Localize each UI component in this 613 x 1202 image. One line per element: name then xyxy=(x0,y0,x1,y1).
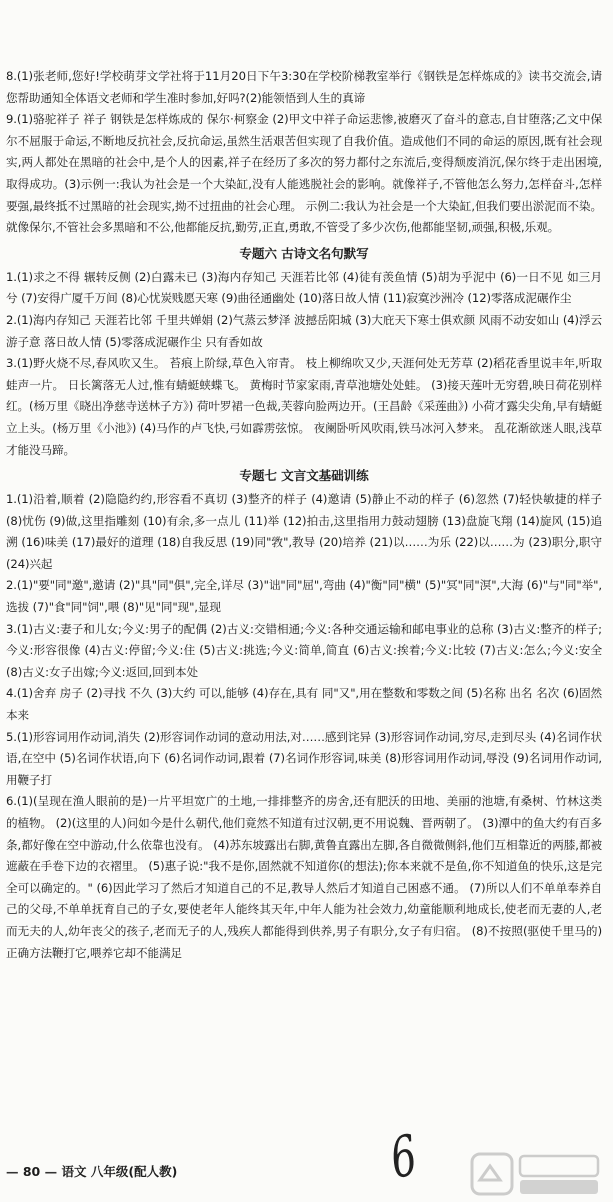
page-number: 80 xyxy=(22,1164,41,1179)
footer-dash: — xyxy=(44,1164,58,1179)
answer-item: 3.(1)野火烧不尽,春风吹又生。 苔痕上阶绿,草色入帘青。 枝上柳绵吹又少,天涯何处无芳草 (2)稻花香里说丰年,听取蛙声一片。 日长篱落无人过,惟有蜻蜓蛱蝶飞。 黄梅时节家家雨,青草池塘处处蛙。 (3)接天莲叶无穷碧,映日荷花别样红。(杨万里《晓出净慈寺送林子方》) 荷叶罗裙一色裁,芙蓉向脸两边开。(王昌龄《采莲曲》) 小荷才露尖尖角,早有蜻蜓立上头。(杨万里《小池》) (4)马作的卢飞快,弓如霹雳弦惊。 夜阑卧听风吹雨,铁马冰河入梦来。 乱花渐欲迷人眼,浅草才能没马蹄。 xyxy=(6,356,602,457)
answer-item: 1.(1)沿着,顺着 (2)隐隐约约,形容看不真切 (3)整齐的样子 (4)邀请 (5)静止不动的样子 (6)忽然 (7)轻快敏捷的样子 (8)忧伤 (9)做,这里指雕刻 (10)有余,多一点儿 (11)举 (12)拍击,这里指用力鼓动翅膀 (13)盘旋飞翔 (14)旋风 (15)追溯 (16)味美 (17)最好的道理 (18)自我反思 (19)同"敩",教导 (20)培养 (21)以……为乐 (22)以……为 (23)职分,职守 (24)兴起 xyxy=(6,492,602,571)
answer-item: 2.(1)海内存知己 天涯若比邻 千里共婵娟 (2)气蒸云梦泽 波撼岳阳城 (3)大庇天下寒士俱欢颜 风雨不动安如山 (4)浮云游子意 落日故人情 (5)零落成泥碾作尘 只有香如故 xyxy=(6,312,602,349)
footer-edition: (配人教) xyxy=(128,1164,178,1179)
answer-item: 4.(1)舍弃 房子 (2)寻找 不久 (3)大约 可以,能够 (4)存在,具有 同"又",用在整数和零数之间 (5)名称 出名 名次 (6)固然 本来 xyxy=(6,686,602,723)
answer-content xyxy=(6,66,602,964)
watermark-logo xyxy=(470,1150,602,1198)
handwritten-mark: 6 xyxy=(385,1123,422,1192)
section-intro xyxy=(6,66,602,239)
answer-item: 1.(1)求之不得 辗转反侧 (2)白露未已 (3)海内存知己 天涯若比邻 (4)徒有羡鱼情 (5)胡为乎泥中 (6)一日不见 如三月兮 (7)安得广厦千万间 (8)心忧炭贱愿天寒 (9)曲径通幽处 (10)落日故人情 (11)寂寞沙洲冷 (12)零落成泥碾作尘 xyxy=(6,269,602,306)
answer-item: 9.(1)骆驼祥子 祥子 钢铁是怎样炼成的 保尔·柯察金 (2)甲文中祥子命运悲惨,被磨灭了奋斗的意志,自甘堕落;乙文中保尔不屈服于命运,不断地反抗社会,反抗命运,虽然生活艰苦但实现了自我价值。造成他们不同的命运的原因,既有社会现实,两人都处在黑暗的社会中,是个人的因素,祥子在经历了多次的努力都付之东流后,变得颓废消沉,保尔终于走出困境,取得成功。(3)示例一:我认为社会是一个大染缸,没有人能逃脱社会的影响。就像祥子,不管他怎么努力,怎样奋斗,怎样要强,最终抵不过黑暗的社会现实,拗不过扭曲的社会心理。 示例二:我认为社会是一个大染缸,但我们要出淤泥而不染。就像保尔,不管社会多黑暗和不公,他都能反抗,勤劳,正直,勇敢,不管受了多少次伤,他都能坚韧,顽强,积极,乐观。 xyxy=(6,112,602,235)
footer-grade: 八年级 xyxy=(90,1164,129,1179)
section-classical-chinese xyxy=(6,463,602,964)
answer-item: 3.(1)古义:妻子和儿女;今义:男子的配偶 (2)古义:交错相通;今义:各种交通运输和邮电事业的总称 (3)古义:整齐的样子;今义:形容很像 (4)古义:停留;今义:住 (5)古义:挑选;今义:简单,简直 (6)古义:挨着;今义:比较 (7)古义:怎么;今义:安全 (8)古义:女子出嫁;今义:返回,回到本处 xyxy=(6,621,602,679)
watermark-icon xyxy=(470,1150,602,1198)
footer-subject: 语文 xyxy=(61,1164,87,1179)
answer-item: 5.(1)形容词用作动词,消失 (2)形容词作动词的意动用法,对……感到诧异 (3)形容词作动词,穷尽,走到尽头 (4)名词作状语,在空中 (5)名词作状语,向下 (6)名词作动词,跟着 (7)名词作形容词,味美 (8)形容词用作动词,辱没 (9)名词用作动词,用鞭子打 xyxy=(6,729,602,787)
footer-dash: — xyxy=(6,1164,19,1179)
section-poetry xyxy=(6,241,602,461)
section-title: 专题七 文言文基础训练 xyxy=(239,468,369,484)
page-footer xyxy=(6,1160,346,1184)
answer-item: 2.(1)"要"同"邀",邀请 (2)"具"同"俱",完全,详尽 (3)"诎"同"屈",弯曲 (4)"衡"同"横" (5)"冥"同"溟",大海 (6)"与"同"举",选拔 (7)"食"同"饲",喂 (8)"见"同"现",显现 xyxy=(6,578,602,615)
answer-item: 8.(1)张老师,您好!学校萌芽文学社将于11月20日下午3:30在学校阶梯教室举行《钢铁是怎样炼成的》读书交流会,请您帮助通知全体语文老师和学生准时参加,好吗?(2)能领悟到人生的真谛 xyxy=(6,69,602,105)
section-title: 专题六 古诗文名句默写 xyxy=(239,245,369,261)
answer-item: 6.(1)(呈现在渔人眼前的是)一片平坦宽广的土地,一排排整齐的房舍,还有肥沃的田地、美丽的池塘,有桑树、竹林这类的植物。 (2)(这里的人)问如今是什么朝代,他们竟然不知道有过汉朝,更不用说魏、晋两朝了。 (3)潭中的鱼大约有百多条,都好像在空中游动,什么依靠也没有。 (4)苏东坡露出右脚,黄鲁直露出左脚,各自微微侧斜,他们互相靠近的两膝,都被遮蔽在手卷下边的衣褶里。 (5)惠子说:"我不是你,固然就不知道你(的想法);你本来就不是鱼,你不知道鱼的快乐,这是完全可以确定的。" (6)因此学习了然后才知道自己的不足,教导人然后才知道自己困惑不通。 (7)所以人们不单单奉养自己的父母,不单单抚育自己的子女,要使老年人能终其天年,中年人能为社会效力,幼童能顺利地成长,使老而无妻的人,老而无夫的人,幼年丧父的孩子,老而无子的人,残疾人都能得到供养,男子有职分,女子有归宿。 (8)不按照(驱使千里马的)正确方法鞭打它,喂养它却不能满足 xyxy=(6,794,602,960)
